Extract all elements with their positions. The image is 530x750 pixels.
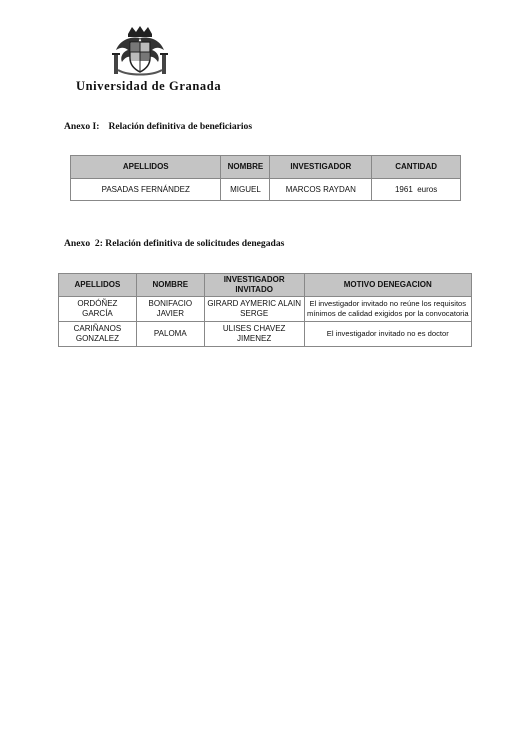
column-header-nombre: NOMBRE: [136, 274, 204, 297]
cell-apellidos: CARIÑANOS GONZALEZ: [59, 322, 137, 347]
table-row: [59, 322, 472, 347]
annex1-title: [64, 121, 252, 132]
cell-apellidos: ORDÓÑEZ GARCÍA: [59, 297, 137, 322]
beneficiaries-table: [70, 155, 461, 201]
cell-nombre: PALOMA: [136, 322, 204, 347]
column-header-motivo-denegacion: MOTIVO DENEGACION: [304, 274, 471, 297]
column-header-nombre: NOMBRE: [221, 156, 270, 179]
cell-nombre: BONIFACIO JAVIER: [136, 297, 204, 322]
cell-investigador: GIRARD AYMERIC ALAIN SERGE: [204, 297, 304, 322]
crest-icon: [108, 24, 172, 80]
annex2-title: Anexo 2: Relación definitiva de solicitudes denegadas: [64, 238, 285, 249]
cell-motivo: El investigador invitado no es doctor: [304, 322, 471, 347]
table-row: [59, 297, 472, 322]
column-header-investigador: INVESTIGADOR: [270, 156, 372, 179]
table-header-row: [71, 156, 461, 179]
annex1-label: Anexo I:: [64, 121, 100, 132]
cell-cantidad: 1961 euros: [372, 179, 461, 201]
table-row: [71, 179, 461, 201]
cell-investigador: ULISES CHAVEZ JIMENEZ: [204, 322, 304, 347]
annex1-title-text: Relación definitiva de beneficiarios: [108, 121, 253, 132]
table-header-row: [59, 274, 472, 297]
column-header-cantidad: CANTIDAD: [372, 156, 461, 179]
cell-motivo: El investigador invitado no reúne los requisitos mínimos de calidad exigidos por la convocatoria: [304, 297, 471, 322]
denied-requests-table: [58, 273, 472, 347]
cell-apellidos: PASADAS FERNÁNDEZ: [71, 179, 221, 201]
university-logo: [108, 24, 172, 80]
column-header-investigador-invitado: INVESTIGADOR INVITADO: [204, 274, 304, 297]
column-header-apellidos: APELLIDOS: [71, 156, 221, 179]
university-name: Universidad de Granada: [76, 79, 222, 93]
cell-investigador: MARCOS RAYDAN: [270, 179, 372, 201]
cell-nombre: MIGUEL: [221, 179, 270, 201]
column-header-apellidos: APELLIDOS: [59, 274, 137, 297]
